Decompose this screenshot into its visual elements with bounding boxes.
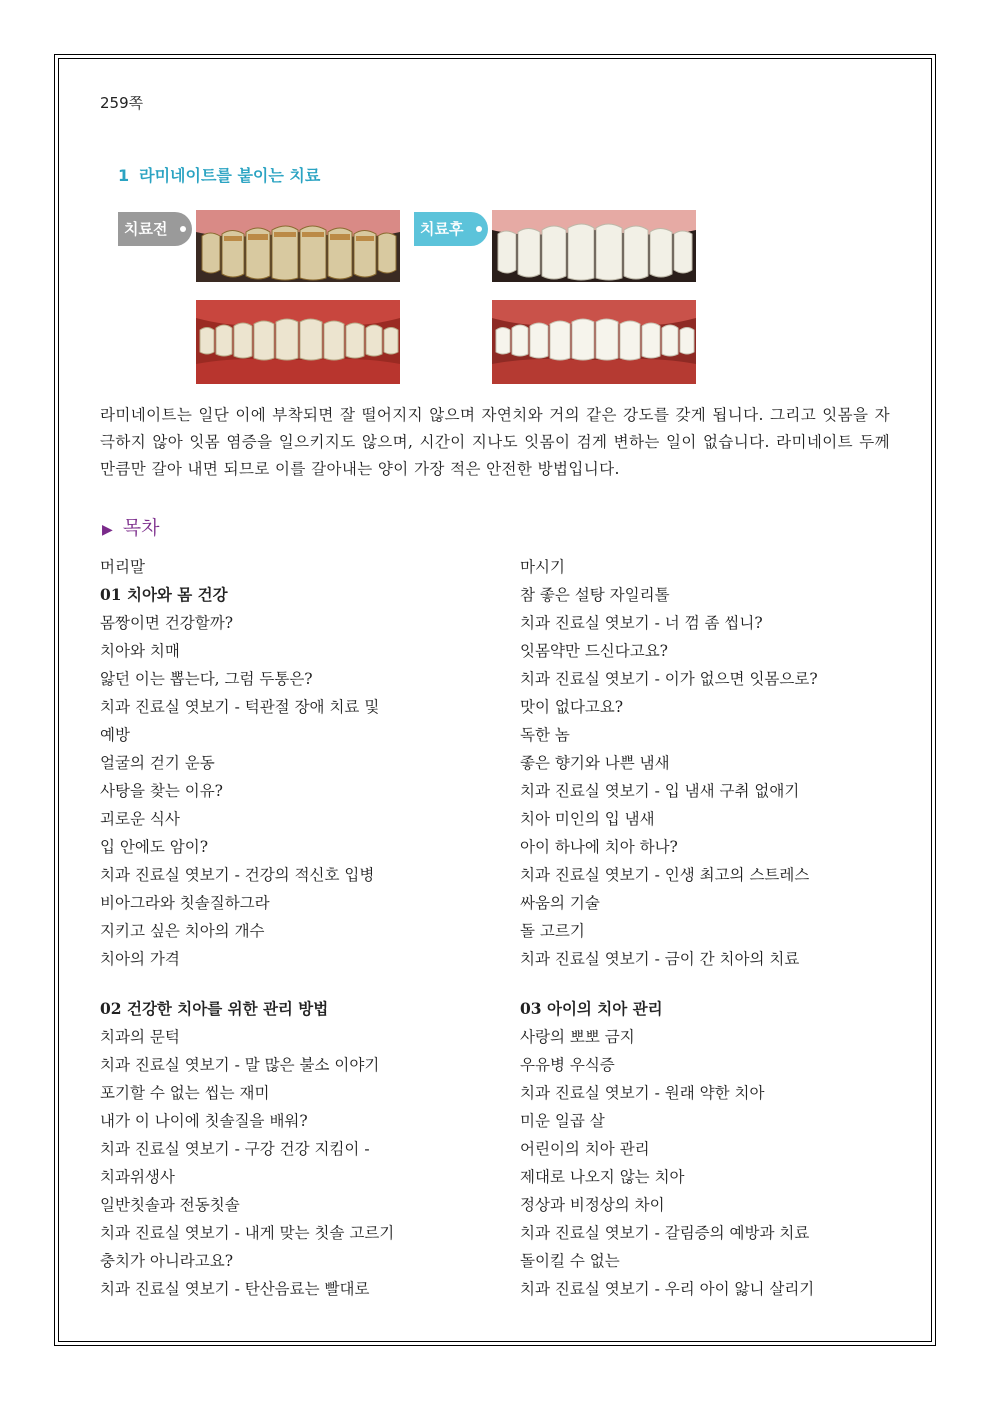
toc-item: 치과 진료실 엿보기 - 탄산음료는 빨대로 (100, 1280, 370, 1298)
photo-after-closeup (492, 210, 696, 282)
toc-heading-text: 목차 (122, 517, 160, 539)
toc-item: 괴로운 식사 (100, 810, 180, 828)
toc-item: 치과 진료실 엿보기 - 내게 맞는 칫솔 고르기 (100, 1224, 395, 1242)
toc-item: 치과 진료실 엿보기 - 턱관절 장애 치료 및 (100, 698, 380, 716)
toc-item: 돌 고르기 (520, 922, 585, 940)
toc-item: 치과의 문턱 (100, 1028, 180, 1046)
toc-item: 몸짱이면 건강할까? (100, 614, 234, 632)
tag-before-label: 치료전 (124, 220, 168, 238)
toc-item: 비아그라와 칫솔질하그라 (100, 894, 270, 912)
toc-item: 마시기 (520, 558, 565, 576)
triangle-bullet-icon: ▶ (102, 522, 113, 538)
toc-item: 돌이킬 수 없는 (520, 1252, 620, 1270)
figure-title-text: 라미네이트를 붙이는 치료 (139, 166, 321, 185)
toc-item: 앓던 이는 뽑는다, 그럼 두통은? (100, 670, 313, 688)
toc-item: 잇몸약만 드신다고요? (520, 642, 668, 660)
toc-item: 제대로 나오지 않는 치아 (520, 1168, 685, 1186)
figure-title (118, 163, 320, 186)
toc-item: 치과 진료실 엿보기 - 입 냄새 구취 없애기 (520, 782, 800, 800)
toc-item: 지키고 싶은 치아의 개수 (100, 922, 265, 940)
tag-dot-icon (476, 226, 482, 232)
toc-item: 치과 진료실 엿보기 - 이가 없으면 잇몸으로? (520, 670, 818, 688)
toc-item: 사랑의 뽀뽀 금지 (520, 1028, 635, 1046)
toc-item: 치과 진료실 엿보기 - 갈림증의 예방과 치료 (520, 1224, 810, 1242)
toc-item: 싸움의 기술 (520, 894, 600, 912)
toc-item: 내가 이 나이에 칫솔질을 배워? (100, 1112, 308, 1130)
toc-left-column (100, 553, 500, 1303)
toc-item: 치과 진료실 엿보기 - 우리 아이 앓니 살리기 (520, 1280, 815, 1298)
toc-item: 치과 진료실 엿보기 - 건강의 적신호 입병 (100, 866, 375, 884)
photo-before-smile (196, 300, 400, 384)
toc-item: 미운 일곱 살 (520, 1112, 605, 1130)
page-number: 259쪽 (100, 94, 144, 112)
toc-item: 독한 놈 (520, 726, 570, 744)
toc-item: 일반칫솔과 전동칫솔 (100, 1196, 240, 1214)
tag-dot-icon (180, 226, 186, 232)
toc-item: 좋은 향기와 나쁜 냄새 (520, 754, 670, 772)
toc-item: 치과 진료실 엿보기 - 인생 최고의 스트레스 (520, 866, 810, 884)
toc-item: 치과위생사 (100, 1168, 175, 1186)
tag-after-treatment (414, 212, 488, 246)
toc-item: 치아의 가격 (100, 950, 180, 968)
toc-item: 치과 진료실 엿보기 - 원래 약한 치아 (520, 1084, 765, 1102)
toc-chapter-title: 01 치아와 몸 건강 (100, 585, 228, 604)
toc-item: 충치가 아니라고요? (100, 1252, 234, 1270)
toc-item: 치과 진료실 엿보기 - 말 많은 불소 이야기 (100, 1056, 380, 1074)
photo-before-closeup (196, 210, 400, 282)
toc-chapter-title: 03 아이의 치아 관리 (520, 999, 663, 1018)
photo-after-smile (492, 300, 696, 384)
figure-number: 1 (118, 166, 130, 185)
body-paragraph: 라미네이트는 일단 이에 부착되면 잘 떨어지지 않으며 자연치와 거의 같은 강도를 갖게 됩니다. 그리고 잇몸을 자극하지 않아 잇몸 염증을 일으키지도 않으며, 시간이 지나도 잇몸이 검게 변하는 일이 없습니다. 라미네이트 두께만큼만 갈아 내면 되므로 이를 갈아내는 양이 가장 적은 안전한 방법입니다. (100, 406, 890, 478)
toc-item: 머리말 (100, 558, 145, 576)
toc-item: 참 좋은 설탕 자일리톨 (520, 586, 670, 604)
toc-item: 치과 진료실 엿보기 - 구강 건강 지킴이 - (100, 1140, 370, 1158)
toc-item: 치과 진료실 엿보기 - 금이 간 치아의 치료 (520, 950, 800, 968)
toc-item: 포기할 수 없는 씹는 재미 (100, 1084, 270, 1102)
toc-item: 얼굴의 걷기 운동 (100, 754, 215, 772)
toc-item: 입 안에도 암이? (100, 838, 209, 856)
toc-item: 치과 진료실 엿보기 - 너 껌 좀 씹니? (520, 614, 763, 632)
toc-item: 어린이의 치아 관리 (520, 1140, 650, 1158)
section-gap (100, 973, 500, 995)
toc-item: 사탕을 찾는 이유? (100, 782, 223, 800)
toc-item: 우유병 우식증 (520, 1056, 615, 1074)
toc-item: 정상과 비정상의 차이 (520, 1196, 665, 1214)
toc-item: 예방 (100, 726, 130, 744)
toc-item: 아이 하나에 치아 하나? (520, 838, 678, 856)
toc-chapter-title: 02 건강한 치아를 위한 관리 방법 (100, 999, 329, 1018)
tag-after-label: 치료후 (420, 220, 464, 238)
toc-item: 치아와 치매 (100, 642, 180, 660)
toc-item: 치아 미인의 입 냄새 (520, 810, 655, 828)
toc-right-column (520, 553, 920, 1303)
toc-item: 맛이 없다고요? (520, 698, 624, 716)
toc-heading (102, 513, 160, 540)
section-gap (520, 973, 920, 995)
tag-before-treatment (118, 212, 192, 246)
